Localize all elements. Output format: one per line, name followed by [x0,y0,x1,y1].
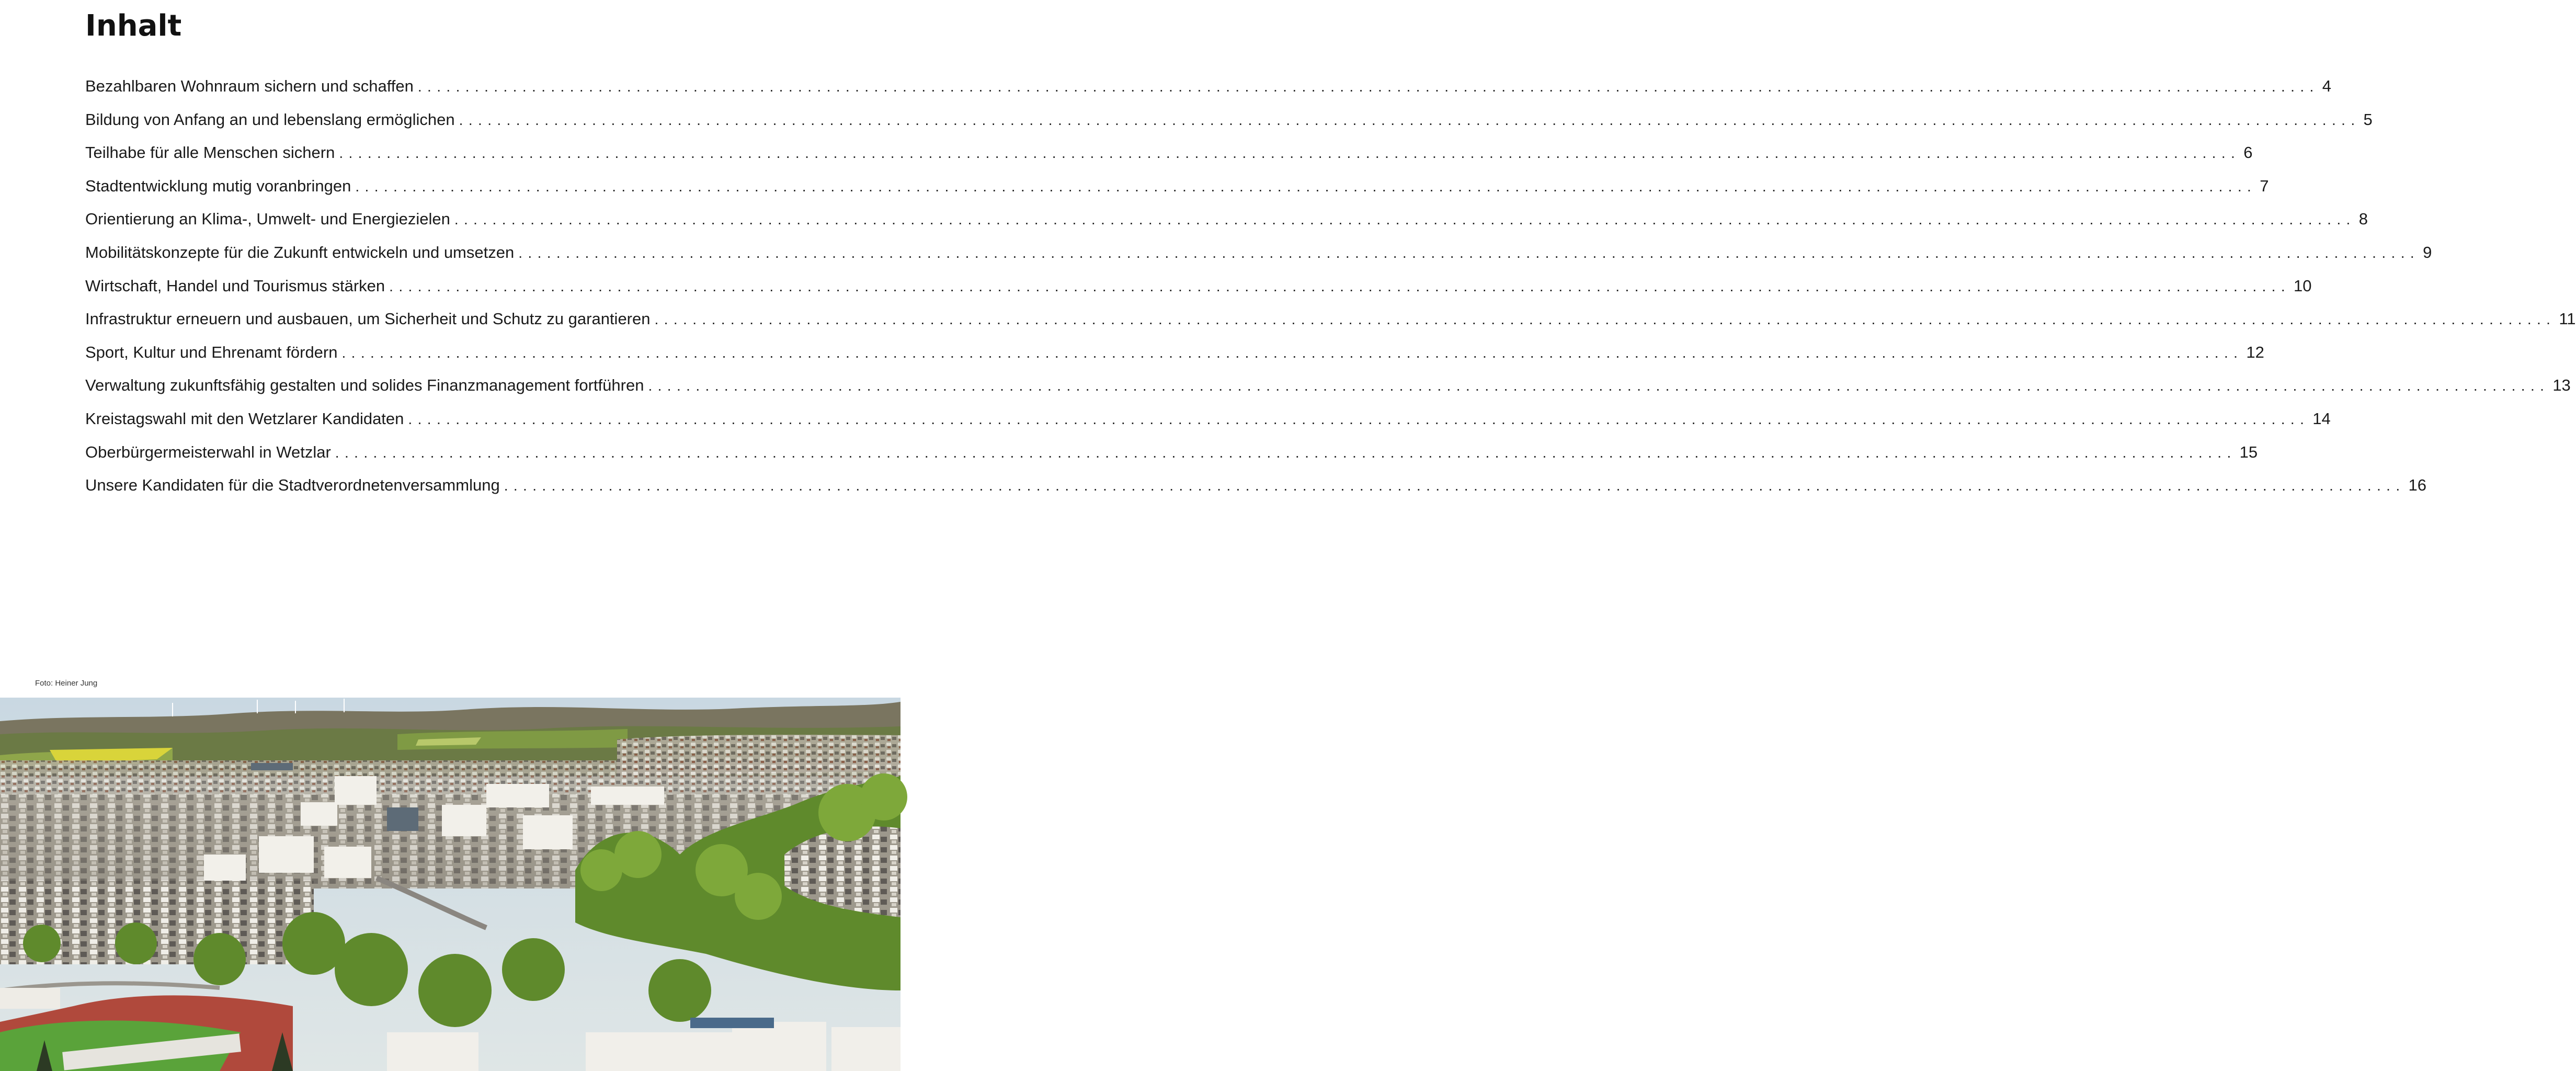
toc-dot-leader: ........................................................................................................................................................................................................ [341,344,2243,361]
toc-page-number: 10 [2294,276,2312,295]
toc-entry-label: Verwaltung zukunftsfähig gestalten und solides Finanzmanagement fortführen [85,376,644,395]
toc-entry[interactable] [85,210,2368,243]
toc-page-number: 12 [2246,343,2264,361]
toc-entry[interactable] [85,110,2373,144]
toc-dot-leader: ........................................................................................................................................................................................................ [459,111,2361,128]
toc-entry[interactable] [85,409,2331,443]
toc-entry[interactable] [85,476,2427,509]
toc-entry[interactable] [85,143,2253,177]
toc-entry-label: Wirtschaft, Handel und Tourismus stärken [85,276,385,295]
toc-entry[interactable] [85,310,2576,343]
toc-dot-leader: ........................................................................................................................................................................................................ [389,278,2291,294]
toc-page-number: 11 [2559,310,2576,328]
toc-dot-leader: ........................................................................................................................................................................................................ [654,311,2556,328]
toc-entry[interactable] [85,442,2258,476]
toc-page-number: 14 [2312,409,2331,428]
toc-page-number: 7 [2260,176,2269,195]
toc-page-number: 8 [2358,210,2368,229]
toc-entry[interactable] [85,343,2264,377]
toc-entry-label: Stadtentwicklung mutig voranbringen [85,176,351,195]
toc-entry[interactable] [85,243,2432,277]
toc-entry-label: Bildung von Anfang an und lebenslang ermöglichen [85,110,455,129]
toc-dot-leader: ........................................................................................................................................................................................................ [339,145,2241,162]
toc-dot-leader: ........................................................................................................................................................................................................ [355,178,2257,195]
toc-entry-label: Orientierung an Klima-, Umwelt- und Energiezielen [85,210,450,229]
toc-dot-leader: ........................................................................................................................................................................................................ [648,378,2550,394]
toc-entry-label: Sport, Kultur und Ehrenamt fördern [85,343,338,361]
toc-page-number: 13 [2552,376,2571,395]
toc-dot-leader: ........................................................................................................................................................................................................ [504,477,2406,494]
city-aerial-photo-illustration [0,698,901,1071]
toc-entry[interactable] [85,77,2331,110]
toc-page-number: 6 [2243,143,2253,162]
toc-entry[interactable] [85,176,2269,210]
toc-dot-leader: ........................................................................................................................................................................................................ [408,411,2310,427]
toc-entry-label: Oberbürgermeisterwahl in Wetzlar [85,442,331,461]
toc-dot-leader: ........................................................................................................................................................................................................ [335,444,2237,461]
toc-page-number: 5 [2363,110,2373,129]
toc-entry-label: Kreistagswahl mit den Wetzlarer Kandidaten [85,409,404,428]
toc-dot-leader: ........................................................................................................................................................................................................ [518,244,2420,261]
toc-entry[interactable] [85,276,2312,310]
toc-entry-label: Unsere Kandidaten für die Stadtverordnetenversammlung [85,476,500,495]
toc-page-number: 16 [2408,476,2427,495]
toc-dot-leader: ........................................................................................................................................................................................................ [454,211,2356,228]
page-title: Inhalt [85,9,182,43]
toc-entry-label: Mobilitätskonzepte für die Zukunft entwickeln und umsetzen [85,243,515,261]
table-of-contents [85,77,2576,509]
toc-page-number: 9 [2423,243,2432,261]
toc-entry[interactable] [85,376,2571,409]
toc-entry-label: Bezahlbaren Wohnraum sichern und schaffen [85,77,414,95]
photo-credit: Foto: Heiner Jung [35,679,98,688]
toc-page-number: 15 [2239,442,2258,461]
toc-entry-label: Infrastruktur erneuern und ausbauen, um Sicherheit und Schutz zu garantieren [85,310,651,328]
toc-entry-label: Teilhabe für alle Menschen sichern [85,143,335,162]
toc-page-number: 4 [2322,77,2331,95]
city-aerial-photo [0,698,901,1071]
toc-dot-leader: ........................................................................................................................................................................................................ [417,78,2319,95]
